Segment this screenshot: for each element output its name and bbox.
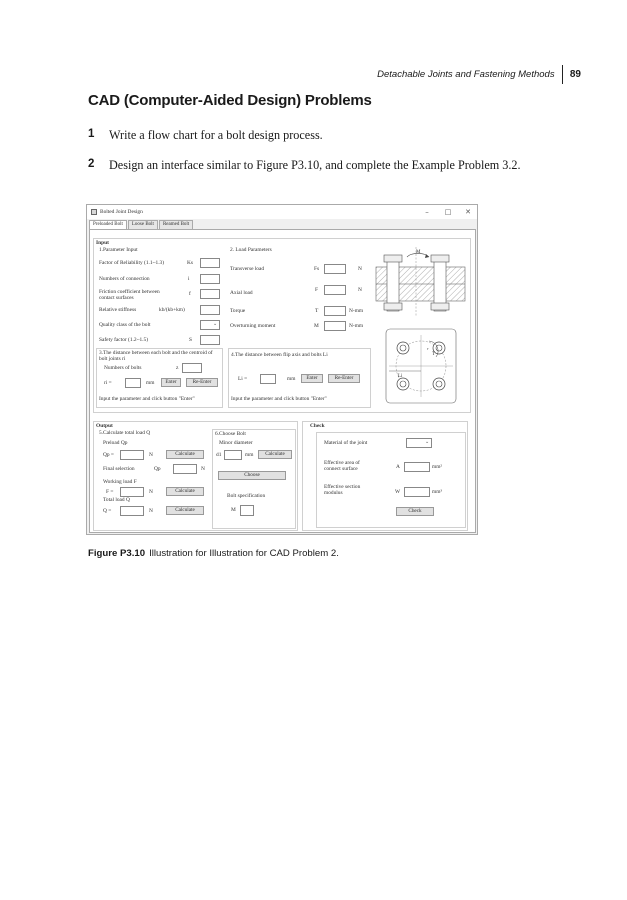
param-symbol: f: [189, 291, 191, 297]
l-reenter-button[interactable]: Re-Enter: [328, 374, 360, 383]
input-heading: Input: [96, 240, 109, 246]
param-label: Friction coefficient between contact surfaces: [99, 289, 160, 301]
diagram-svg: [374, 247, 467, 408]
output-heading: Output: [96, 423, 113, 429]
r-hint: Input the parameter and click button "Enter": [99, 396, 195, 402]
problem-number: 1: [88, 128, 95, 140]
window-title: Bolted Joint Design: [100, 209, 143, 215]
r-reenter-button[interactable]: Re-Enter: [186, 378, 218, 387]
load-unit: N-mm: [349, 323, 364, 329]
load-label: Overturning moment: [230, 323, 276, 329]
page-number: 89: [569, 68, 581, 80]
tab-reamed-bolt[interactable]: Reamed Bolt: [159, 220, 193, 229]
bolted-joint-design-window: [86, 204, 478, 535]
load-symbol: T: [315, 308, 319, 314]
bolt-head-right: [431, 255, 449, 262]
modulus-output[interactable]: [404, 487, 430, 497]
m-label: M: [231, 507, 236, 513]
moment-input[interactable]: [324, 321, 346, 331]
minor-diameter-label: Minor diameter: [219, 440, 253, 446]
check-button[interactable]: Check: [396, 507, 434, 516]
working-load-output[interactable]: [120, 487, 144, 497]
r-input[interactable]: [125, 378, 141, 388]
param-title: 1.Parameter Input: [99, 247, 138, 253]
param-label: Factor of Reliability (1.1~1.3): [99, 260, 165, 266]
d1-output[interactable]: [224, 450, 242, 460]
working-load-label: Working load F: [103, 479, 137, 485]
radius-label: r: [427, 346, 429, 351]
load-label: Axial load: [230, 290, 253, 296]
q-label: Q =: [103, 508, 112, 514]
window-titlebar: [87, 205, 477, 219]
param-label: Relative stiffness: [99, 307, 137, 313]
chevron-down-icon: ⌄: [213, 322, 218, 327]
param-symbol: Ks: [187, 260, 193, 266]
bolt-hole: [433, 378, 445, 390]
distance-r-title: 3.The distance between each bolt and the centroid of bolt joints ri: [99, 350, 213, 362]
axial-load-input[interactable]: [324, 285, 346, 295]
material-label: Material of the joint: [324, 440, 368, 446]
bolt-head-left: [384, 255, 402, 262]
bolt-spec-label: Bolt specification: [227, 493, 266, 499]
header-divider: [562, 65, 563, 84]
calculate-f-button[interactable]: Calculate: [166, 487, 204, 496]
param-label: Quality class of the bolt: [99, 322, 151, 328]
maximize-icon[interactable]: □: [444, 208, 452, 216]
material-select[interactable]: [406, 438, 432, 448]
torque-label: T: [432, 352, 436, 357]
running-header: [377, 64, 581, 84]
safety-factor-input[interactable]: [200, 335, 220, 345]
friction-input[interactable]: [200, 289, 220, 299]
tab-loose-bolt[interactable]: Loose Bolt: [128, 220, 158, 229]
modulus-label: Effective section modulus: [324, 484, 361, 496]
qp-label: Qp =: [103, 452, 114, 458]
load-unit: N: [358, 266, 362, 272]
choose-bolt-title: 6.Choose Bolt: [215, 431, 246, 437]
running-title: Detachable Joints and Fastening Methods: [377, 68, 555, 80]
bolt-count-symbol: z: [176, 365, 179, 371]
l-input[interactable]: [260, 374, 276, 384]
l-hint: Input the parameter and click button "Enter": [231, 396, 327, 402]
f-label: F =: [106, 489, 114, 495]
quality-class-select[interactable]: [200, 320, 220, 330]
param-label: Safety factor (1.2~1.5): [99, 337, 149, 343]
total-load-output[interactable]: [120, 506, 144, 516]
close-icon[interactable]: ✕: [465, 208, 471, 216]
problem-item: [88, 158, 521, 173]
l-unit: mm: [287, 376, 296, 382]
reliability-input[interactable]: [200, 258, 220, 268]
load-symbol: M: [314, 323, 319, 329]
final-selection-label: Final selection: [103, 466, 135, 472]
section-title: CAD (Computer-Aided Design) Problems: [88, 92, 372, 109]
param-symbol: i: [188, 276, 190, 282]
load-unit: N: [358, 287, 362, 293]
bolt-spec-output[interactable]: [240, 505, 254, 516]
q-unit: N: [149, 508, 153, 514]
final-unit: N: [201, 466, 205, 472]
modulus-symbol: W: [395, 489, 401, 495]
param-symbol: S: [189, 337, 192, 343]
load-symbol: Fs: [314, 266, 320, 272]
bolt-joint-diagram: [374, 247, 467, 408]
moment-label: M: [416, 250, 421, 255]
transverse-load-input[interactable]: [324, 264, 346, 274]
figure-label: Figure P3.10: [88, 548, 146, 559]
nut-left: [384, 303, 402, 310]
preload-label: Preload Qp: [103, 440, 128, 446]
check-heading: Check: [310, 423, 325, 429]
caption-text: Illustration for Illustration for CAD Problem 2.: [149, 548, 339, 559]
load-title: 2. Load Parameters: [230, 247, 272, 253]
nut-right: [431, 303, 449, 310]
area-label: Effective area of connect surface: [324, 460, 360, 472]
area-symbol: A: [396, 464, 400, 470]
f-unit: N: [149, 489, 153, 495]
r-label: ri =: [104, 380, 112, 386]
tab-bar: [89, 220, 194, 229]
d1-label: d1: [216, 452, 222, 458]
problem-text: Design an interface similar to Figure P3.10, and complete the Example Problem 3.2.: [109, 158, 521, 172]
qp-output[interactable]: [120, 450, 144, 460]
bolt-hole: [397, 378, 409, 390]
qp-unit: N: [149, 452, 153, 458]
load-label: Torque: [230, 308, 246, 314]
calculate-q-button[interactable]: Calculate: [166, 506, 204, 515]
calculate-d1-button[interactable]: Calculate: [258, 450, 292, 459]
problem-item: [88, 128, 323, 143]
torque-input[interactable]: [324, 306, 346, 316]
tab-panel: [89, 229, 476, 533]
load-unit: N-mm: [349, 308, 364, 314]
modulus-unit: mm³: [432, 489, 443, 495]
minimize-icon[interactable]: –: [425, 208, 429, 216]
choose-bolt-button[interactable]: Choose: [218, 471, 286, 480]
li-label: Li: [398, 374, 403, 379]
calc-title: 5.Calculate total load Q: [99, 430, 151, 436]
l-enter-button[interactable]: Enter: [301, 374, 323, 383]
l-label: Li =: [238, 376, 248, 382]
d1-unit: mm: [245, 452, 254, 458]
load-symbol: F: [315, 287, 318, 293]
area-output[interactable]: [404, 462, 430, 472]
bolt-count-input[interactable]: [182, 363, 202, 373]
chevron-down-icon: ⌄: [425, 440, 430, 445]
r-unit: mm: [146, 380, 155, 386]
check-inner-group: [316, 432, 466, 528]
distance-l-title: 4.The distance between flip axis and bolts Li: [231, 352, 328, 358]
stiffness-input[interactable]: [200, 305, 220, 315]
area-unit: mm²: [432, 464, 443, 470]
final-symbol: Qp: [154, 466, 161, 472]
bolt-count-label: Numbers of bolts: [104, 365, 142, 371]
param-label: Numbers of connection: [99, 276, 150, 282]
param-symbol: kb/(kb+km): [159, 307, 185, 313]
connection-count-input[interactable]: [200, 274, 220, 284]
tab-preloaded-bolt[interactable]: Preloaded Bolt: [89, 220, 127, 230]
load-label: Transverse load: [230, 266, 265, 272]
problem-text: Write a flow chart for a bolt design process.: [109, 128, 323, 142]
final-qp-input[interactable]: [173, 464, 197, 474]
calculate-qp-button[interactable]: Calculate: [166, 450, 204, 459]
total-load-label: Total load Q: [103, 497, 130, 503]
app-icon: [91, 209, 97, 215]
bolt-hole: [397, 342, 409, 354]
r-enter-button[interactable]: Enter: [161, 378, 181, 387]
problem-number: 2: [88, 158, 95, 170]
figure-caption: [88, 548, 339, 559]
